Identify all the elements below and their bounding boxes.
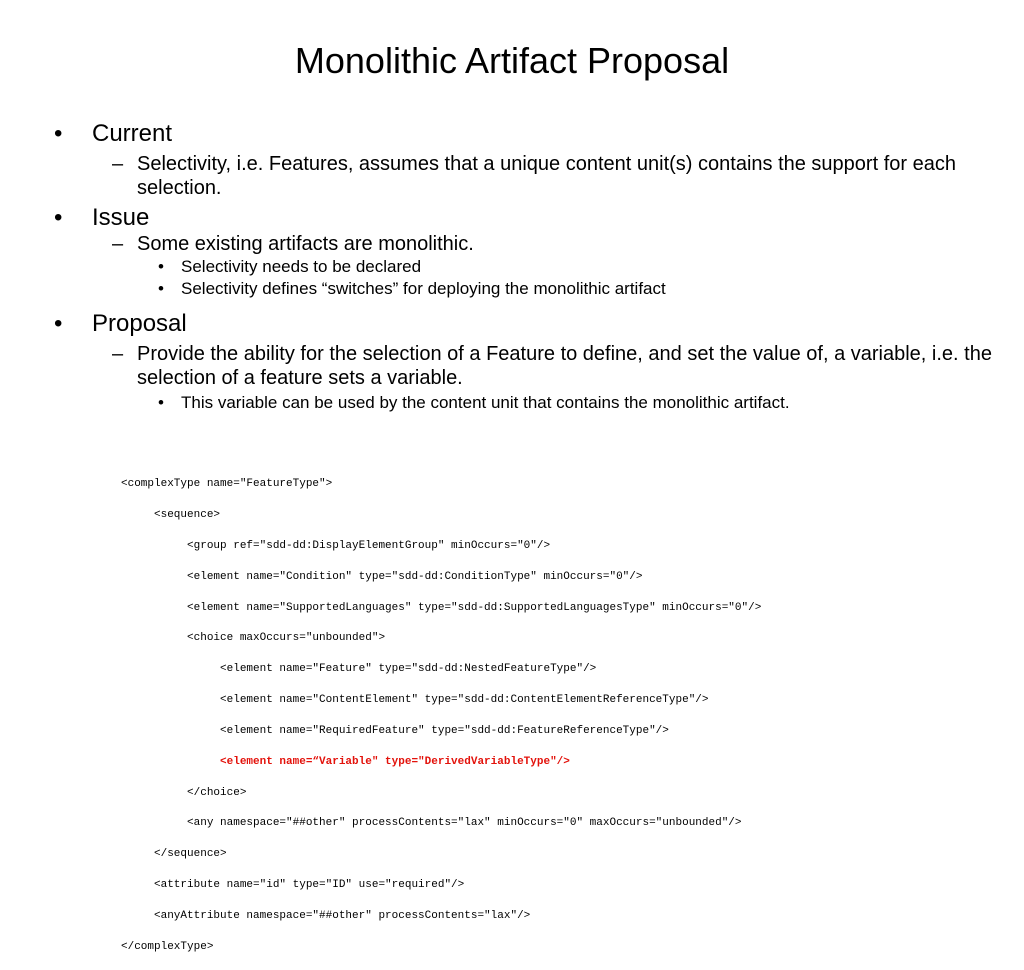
dash-icon: – <box>112 343 124 365</box>
sub-sub-bullet-proposal-1 <box>0 392 1024 414</box>
code-line: <sequence> <box>121 509 221 522</box>
code-line: </sequence> <box>121 848 227 861</box>
bullet-dot-icon: • <box>54 204 63 231</box>
code-line: </complexType> <box>121 940 214 953</box>
bullet-proposal-label: Proposal <box>92 310 187 337</box>
code-line: <choice maxOccurs="unbounded"> <box>121 632 386 645</box>
code-line: <element name="SupportedLanguages" type="sdd-dd:SupportedLanguagesType" minOccurs="0"/> <box>121 601 762 614</box>
sub-sub-bullet-issue-1 <box>0 256 1024 278</box>
code-line: <element name="Condition" type="sdd-dd:ConditionType" minOccurs="0"/> <box>121 570 643 583</box>
code-line: <element name="ContentElement" type="sdd-dd:ContentElementReferenceType"/> <box>121 694 709 707</box>
bullet-list <box>0 120 1024 414</box>
bullet-dot-icon: • <box>158 279 164 298</box>
sub-sub-bullet-text: Selectivity needs to be declared <box>181 257 422 276</box>
code-line: </choice> <box>121 786 247 799</box>
code-line: <anyAttribute namespace="##other" processContents="lax"/> <box>121 909 531 922</box>
sub-bullet-current <box>0 152 1024 200</box>
sub-bullet-issue <box>0 232 1024 256</box>
code-line: <element name="Feature" type="sdd-dd:NestedFeatureType"/> <box>121 663 597 676</box>
xml-schema-code-block <box>121 462 761 970</box>
bullet-proposal <box>0 310 1024 338</box>
code-line: <any namespace="##other" processContents="lax" minOccurs="0" maxOccurs="unbounded"/> <box>121 817 742 830</box>
sub-bullet-issue-text: Some existing artifacts are monolithic. <box>137 233 474 255</box>
bullet-current <box>0 120 1024 148</box>
dash-icon: – <box>112 153 124 175</box>
bullet-issue-label: Issue <box>92 204 150 231</box>
bullet-dot-icon: • <box>54 120 63 147</box>
bullet-issue <box>0 204 1024 232</box>
code-line: <group ref="sdd-dd:DisplayElementGroup" minOccurs="0"/> <box>121 540 551 553</box>
bullet-dot-icon: • <box>158 393 164 412</box>
sub-bullet-proposal-text: Provide the ability for the selection of a Feature to define, and set the value of, a variable, i.e. the selection of a feature sets a variable. <box>137 343 992 389</box>
bullet-dot-icon: • <box>158 257 164 276</box>
sub-sub-bullet-issue-2 <box>0 278 1024 300</box>
code-line: <attribute name="id" type="ID" use="required"/> <box>121 878 465 891</box>
code-line: <complexType name="FeatureType"> <box>121 478 333 491</box>
code-line-highlighted: <element name=“Variable" type="DerivedVariableType"/> <box>121 755 570 768</box>
sub-bullet-proposal <box>0 342 1024 390</box>
bullet-dot-icon: • <box>54 310 63 337</box>
sub-sub-bullet-text: Selectivity defines “switches” for deploying the monolithic artifact <box>181 279 666 298</box>
sub-bullet-current-text: Selectivity, i.e. Features, assumes that a unique content unit(s) contains the support for each selection. <box>137 153 956 199</box>
code-line: <element name="RequiredFeature" type="sdd-dd:FeatureReferenceType"/> <box>121 724 669 737</box>
sub-sub-bullet-text: This variable can be used by the content unit that contains the monolithic artifact. <box>181 393 790 412</box>
dash-icon: – <box>112 233 124 255</box>
slide-title: Monolithic Artifact Proposal <box>294 40 730 81</box>
bullet-current-label: Current <box>92 120 173 147</box>
